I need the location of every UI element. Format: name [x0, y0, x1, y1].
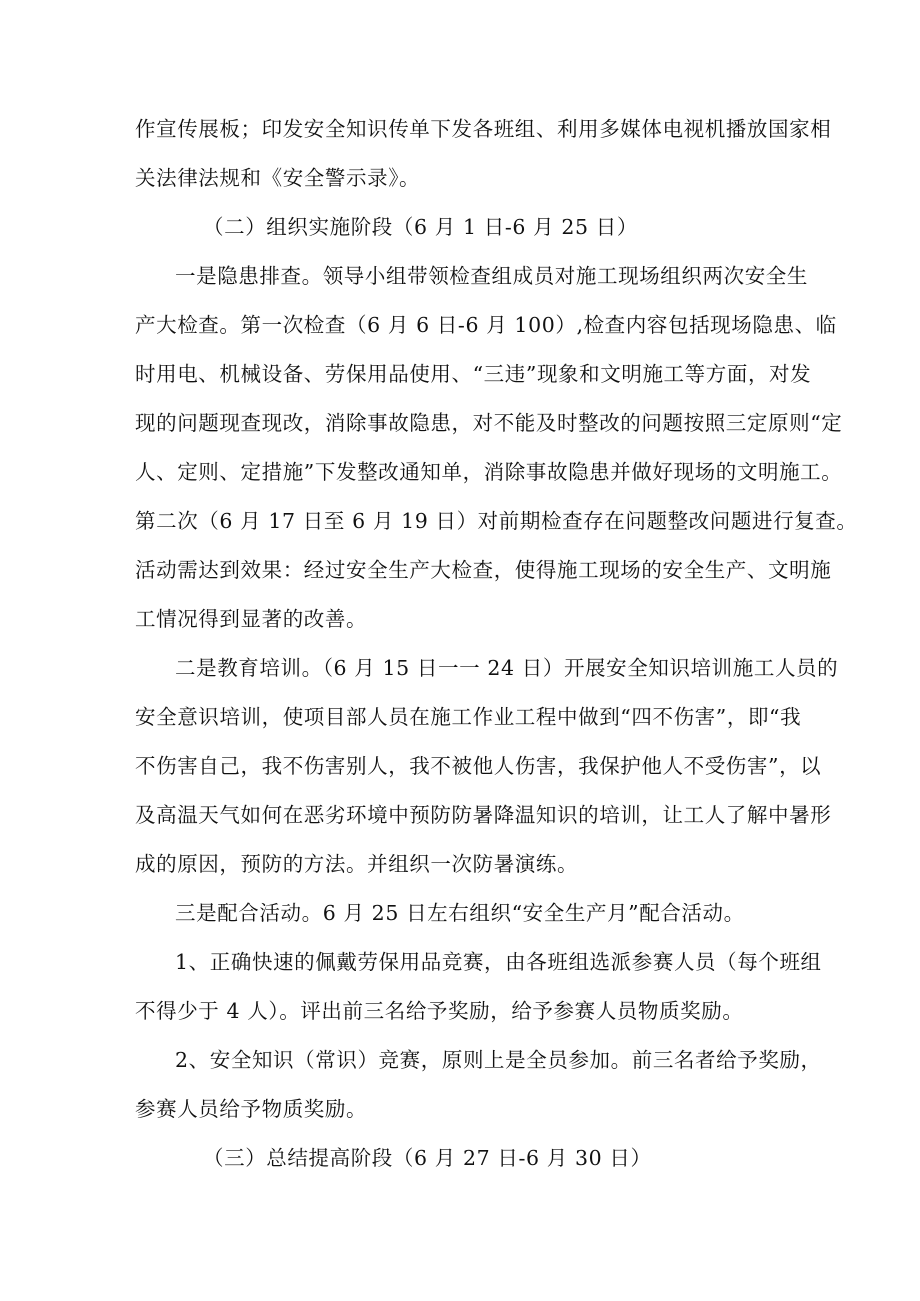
section-heading: （三）总结提高阶段（6 月 27 日-6 月 30 日）: [203, 1146, 652, 1170]
paragraph-line: 工情况得到显著的改善。: [135, 607, 368, 631]
list-item-line: 1、正确快速的佩戴劳保用品竞赛，由各班组选派参赛人员（每个班组: [175, 950, 822, 974]
paragraph-line: 不伤害自己，我不伤害别人，我不被他人伤害，我保护他人不受伤害”，以: [135, 754, 822, 778]
paragraph-line: 二是教育培训。（6 月 15 日一一 24 日）开展安全知识培训施工人员的: [175, 656, 839, 680]
paragraph-line: 作宣传展板；印发安全知识传单下发各班组、利用多媒体电视机播放国家相: [135, 117, 832, 141]
paragraph-line: 人、定则、定措施”下发整改通知单，消除事故隐患并做好现场的文明施工。: [135, 460, 843, 484]
paragraph-line: 时用电、机械设备、劳保用品使用、“三违”现象和文明施工等方面，对发: [135, 362, 812, 386]
paragraph-line: 产大检查。第一次检查（6 月 6 日-6 月 100）,检查内容包括现场隐患、临: [135, 313, 837, 337]
paragraph-line: 现的问题现查现改，消除事故隐患，对不能及时整改的问题按照三定原则“定: [135, 411, 843, 435]
list-item-line: 不得少于 4 人）。评出前三名给予奖励，给予参赛人员物质奖励。: [135, 999, 744, 1023]
section-heading: （二）组织实施阶段（6 月 1 日-6 月 25 日）: [203, 215, 638, 239]
paragraph-line: 第二次（6 月 17 日至 6 月 19 日）对前期检查存在问题整改问题进行复查。: [135, 509, 858, 533]
paragraph-line: 三是配合活动。6 月 25 日左右组织“安全生产月”配合活动。: [175, 901, 745, 925]
paragraph-line: 成的原因，预防的方法。并组织一次防暑演练。: [135, 852, 579, 876]
paragraph-line: 及高温天气如何在恶劣环境中预防防暑降温知识的培训，让工人了解中暑形: [135, 803, 832, 827]
list-item-line: 2、安全知识（常识）竞赛，原则上是全员参加。前三名者给予奖励，: [175, 1048, 822, 1072]
paragraph-line: 安全意识培训，使项目部人员在施工作业工程中做到“四不伤害”，即“我: [135, 705, 802, 729]
list-item-line: 参赛人员给予物质奖励。: [135, 1097, 368, 1121]
paragraph-line: 活动需达到效果：经过安全生产大检查，使得施工现场的安全生产、文明施: [135, 558, 832, 582]
paragraph-line: 一是隐患排查。领导小组带领检查组成员对施工现场组织两次安全生: [175, 264, 808, 288]
paragraph-line: 关法律法规和《安全警示录》。: [135, 166, 421, 190]
